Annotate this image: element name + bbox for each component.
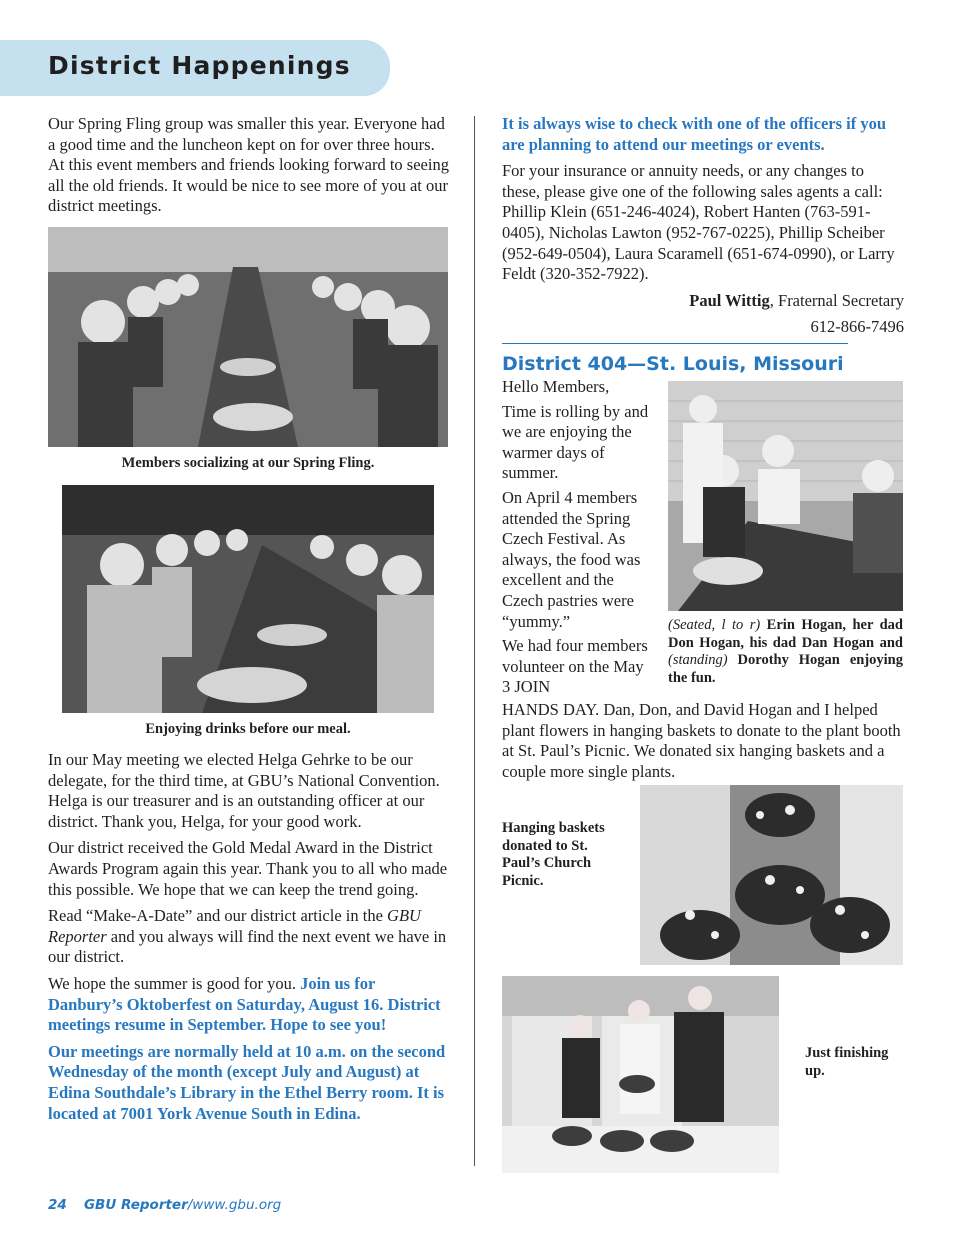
page-number: 24	[48, 1197, 67, 1213]
photo2-caption: Enjoying drinks before our meal.	[145, 721, 351, 737]
baskets-caption: Hanging baskets donated to St. Paul’s Church Picnic.	[502, 820, 605, 889]
volunteer-paragraph-end: HANDS DAY. Dan, Don, and David Hogan and I helped plant flowers in hanging baskets to donate to the plant booth at St. Paul’s Picnic. We donated six hanging baskets and a couple more single plants.	[502, 700, 901, 781]
section-banner	[0, 40, 390, 96]
publication-name: GBU Reporter	[83, 1197, 188, 1213]
election-paragraph: In our May meeting we elected Helga Gehrke to be our delegate, for the third time, at GBU’s National Convention. Helga is our treasurer and is an outstanding officer at our district. Thank you, Helga, for your good work.	[48, 750, 440, 831]
finishing-up-photo	[502, 976, 779, 1173]
intro-paragraph: Our Spring Fling group was smaller this year. Everyone had a good time and the luncheon kept on for over three hours. At this event members and friends looking forward to seeing all the old friends. It would be nice to see more of you at our district meetings.	[48, 114, 449, 216]
volunteer-continued	[502, 700, 904, 788]
hanging-baskets-photo	[640, 785, 903, 965]
award-paragraph: Our district received the Gold Medal Award in the District Awards Program again this year. Thank you to all who made this possible. We hope that we can keep the trend going.	[48, 838, 448, 899]
summer-paragraph: We hope the summer is good for you. Join us for Danbury’s Oktoberfest on Saturday, August 16. District meetings resume in September. Hope to see you!	[48, 973, 441, 1035]
drinks-photo	[62, 485, 434, 713]
page-footer	[48, 1197, 281, 1213]
signature: Paul Wittig, Fraternal Secretary	[689, 290, 904, 310]
column-divider	[474, 116, 475, 1166]
signature-phone: 612-866-7496	[810, 317, 904, 337]
finishing-caption: Just finishing up.	[805, 1045, 889, 1079]
hogan-family-photo	[668, 381, 903, 611]
district-404-heading: District 404—St. Louis, Missouri	[502, 353, 844, 375]
hello-line: Hello Members,	[502, 377, 610, 396]
hogan-photo-caption: (Seated, l to r) Erin Hogan, her dad Don Hogan, his dad Dan Hogan and (standing) Dorothy Hogan enjoying the fun.	[668, 617, 903, 686]
left-intro	[48, 114, 450, 223]
photo1-caption: Members socializing at our Spring Fling.	[121, 455, 375, 471]
volunteer-paragraph-start: We had four members volunteer on the May 3 JOIN	[502, 636, 648, 697]
district-404-narrow-text	[502, 377, 652, 702]
insurance-paragraph: For your insurance or annuity needs, or any changes to these, please give one of the following sales agents a call: Phillip Klein (651-246-4024), Robert Hanten (763-591-0405), Nicholas Lawton (952-767-0225), Phillip Scheiber (952-649-0504), Laura Scaramell (651-674-0990), or Larry Feldt (320-352-7922).	[502, 161, 895, 284]
section-rule	[502, 343, 848, 344]
page-title: District Happenings	[48, 51, 351, 80]
read-paragraph: Read “Make-A-Date” and our district article in the GBU Reporter and you always will find the next event we have in our district.	[48, 906, 447, 967]
website-link[interactable]: /www.gbu.org	[187, 1197, 282, 1213]
meetings-paragraph: Our meetings are normally held at 10 a.m. on the second Wednesday of the month (except July and August) at Edina Southdale’s Library in the Ethel Berry room. It is located at 7001 York Avenue South in Edina.	[48, 1041, 446, 1123]
time-paragraph: Time is rolling by and we are enjoying the warmer days of summer.	[502, 401, 649, 483]
right-top	[502, 114, 904, 344]
april-paragraph: On April 4 members attended the Spring Czech Festival. As always, the food was excellent and the Czech pastries were “yummy.”	[502, 487, 641, 631]
check-officers-paragraph: It is always wise to check with one of the officers if you are planning to attend our meetings or events.	[502, 114, 887, 154]
left-body	[48, 750, 450, 1130]
spring-fling-photo	[48, 227, 448, 447]
